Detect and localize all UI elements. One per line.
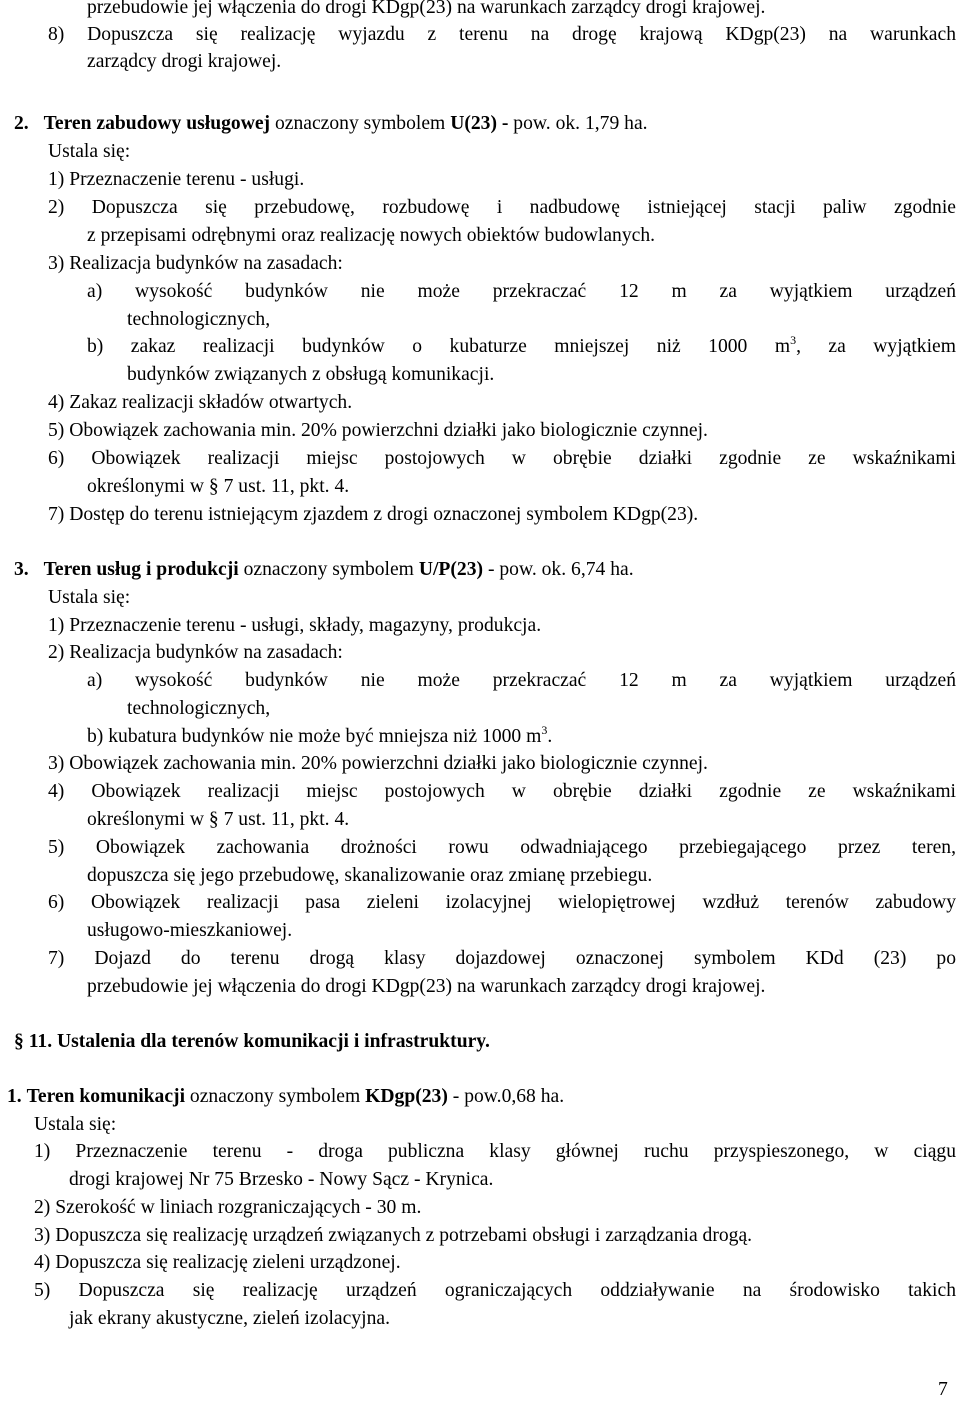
text-line: Ustala się:: [34, 1114, 117, 1135]
list-item: 5) Obowiązek zachowania min. 20% powierzchni działki jako biologicznie czynnej.: [48, 420, 708, 441]
text-line: określonymi w § 7 ust. 11, pkt. 4.: [87, 809, 350, 830]
list-item: 2) Dopuszcza się przebudowę, rozbudowę i nadbudowę istniejącej stacji paliw zgodnie: [48, 197, 956, 218]
list-item: 3) Realizacja budynków na zasadach:: [48, 253, 343, 274]
list-item: 1) Przeznaczenie terenu - usługi, składy, magazyny, produkcja.: [48, 615, 542, 636]
list-item: 4) Obowiązek realizacji miejsc postojowych w obrębie działki zgodnie ze wskaźnikami: [48, 781, 956, 802]
text-line: zarządcy drogi krajowej.: [87, 51, 282, 72]
text-line: z przepisami odrębnymi oraz realizację nowych obiektów budowlanych.: [87, 225, 656, 246]
text-line: jak ekrany akustyczne, zieleń izolacyjna.: [69, 1308, 390, 1329]
section-heading: 2. Teren zabudowy usługowej oznaczony symbolem U(23) - pow. ok. 1,79 ha.: [14, 113, 648, 134]
list-item: b) kubatura budynków nie może być mniejsza niż 1000 $m^3$.: [87, 723, 553, 747]
list-item: 6) Obowiązek realizacji miejsc postojowych w obrębie działki zgodnie ze wskaźnikami: [48, 448, 956, 469]
list-item: b) zakaz realizacji budynków o kubaturze mniejszej niż 1000 $m^3$, za wyjątkiem: [87, 333, 956, 357]
list-item: 5) Dopuszcza się realizację urządzeń ograniczających oddziaływanie na środowisko takich: [34, 1280, 956, 1301]
text-line: przebudowie jej włączenia do drogi KDgp(23) na warunkach zarządcy drogi krajowej.: [87, 976, 766, 997]
list-item: 5) Obowiązek zachowania drożności rowu odwadniającego przebiegającego przez teren,: [48, 837, 956, 858]
chapter-heading: § 11. Ustalenia dla terenów komunikacji i infrastruktury.: [14, 1031, 490, 1052]
list-item: 4) Zakaz realizacji składów otwartych.: [48, 392, 353, 413]
list-item: 3) Dopuszcza się realizację urządzeń związanych z potrzebami obsługi i zarządzania drogą.: [34, 1225, 753, 1246]
text-line: usługowo-mieszkaniowej.: [87, 920, 293, 941]
text-line: przebudowie jej włączenia do drogi KDgp(23) na warunkach zarządcy drogi krajowej.: [87, 0, 766, 18]
text-line: określonymi w § 7 ust. 11, pkt. 4.: [87, 476, 350, 497]
text-line: Ustala się:: [48, 141, 131, 162]
text-line: drogi krajowej Nr 75 Brzesko - Nowy Sącz - Krynica.: [69, 1169, 494, 1190]
list-item: a) wysokość budynków nie może przekraczać 12 m za wyjątkiem urządzeń: [87, 670, 956, 691]
list-item: 7) Dostęp do terenu istniejącym zjazdem z drogi oznaczonej symbolem KDgp(23).: [48, 504, 699, 525]
section-heading: 3. Teren usług i produkcji oznaczony symbolem U/P(23) - pow. ok. 6,74 ha.: [14, 559, 634, 580]
text-line: dopuszcza się jego przebudowę, skanalizowanie oraz zmianę przebiegu.: [87, 865, 653, 886]
list-item: 1) Przeznaczenie terenu - usługi.: [48, 169, 305, 190]
text-line: technologicznych,: [127, 309, 271, 330]
text-line: budynków związanych z obsługą komunikacji.: [127, 364, 495, 385]
list-item: 1) Przeznaczenie terenu - droga publiczna klasy głównej ruchu przyspieszonego, w ciągu: [34, 1141, 956, 1162]
list-item: a) wysokość budynków nie może przekraczać 12 m za wyjątkiem urządzeń: [87, 281, 956, 302]
page-number: 7: [938, 1379, 948, 1400]
list-item: 2) Szerokość w liniach rozgraniczających - 30 m.: [34, 1197, 422, 1218]
section-heading: 1. Teren komunikacji oznaczony symbolem KDgp(23) - pow.0,68 ha.: [7, 1086, 565, 1107]
text-line: technologicznych,: [127, 698, 271, 719]
list-item: 7) Dojazd do terenu drogą klasy dojazdowej oznaczonej symbolem KDd (23) po: [48, 948, 956, 969]
list-item: 4) Dopuszcza się realizację zieleni urządzonej.: [34, 1252, 401, 1273]
list-item: 3) Obowiązek zachowania min. 20% powierzchni działki jako biologicznie czynnej.: [48, 753, 708, 774]
list-item: 6) Obowiązek realizacji pasa zieleni izolacyjnej wielopiętrowej wzdłuż terenów zabudowy: [48, 892, 956, 913]
text-line: Ustala się:: [48, 587, 131, 608]
list-item: 2) Realizacja budynków na zasadach:: [48, 642, 343, 663]
list-item: 8) Dopuszcza się realizację wyjazdu z terenu na drogę krajową KDgp(23) na warunkach: [48, 24, 956, 45]
